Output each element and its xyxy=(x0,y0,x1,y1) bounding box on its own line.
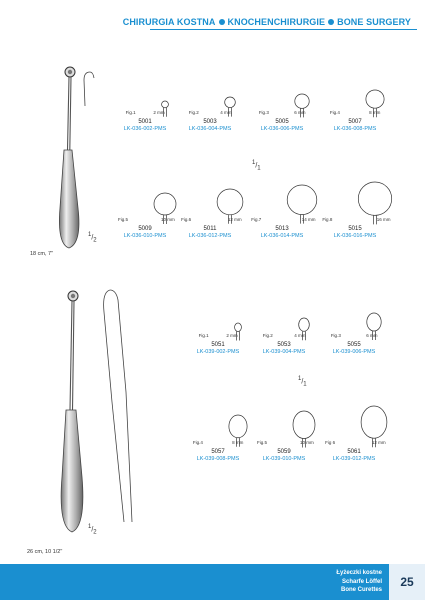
length-label-2: 26 cm, 10 1/2" xyxy=(27,549,63,555)
product-code: LK-036-002-PMS xyxy=(123,126,167,132)
header-polish: CHIRURGIA KOSTNA xyxy=(122,17,216,27)
catalog-number: 5055 xyxy=(347,342,361,348)
header-german: KNOCHENCHIRURGIE xyxy=(227,17,326,27)
footer-label-english: Bone Curettes xyxy=(340,587,382,593)
curette-instrument-image-long xyxy=(40,282,150,544)
length-label-1: 18 cm, 7" xyxy=(30,251,54,257)
fig-label: Fig.3 xyxy=(330,333,341,338)
header-english: BONE SURGERY xyxy=(337,17,411,27)
catalog-number: 5013 xyxy=(275,226,289,232)
footer-labels xyxy=(336,569,382,595)
catalog-number: 5007 xyxy=(348,119,362,125)
fig-label: Fig 6 xyxy=(325,440,336,445)
fig-label: Fig.7 xyxy=(251,217,262,222)
scale-side-2: $^1/_2$ xyxy=(88,524,97,536)
catalog-number: 5015 xyxy=(348,226,362,232)
size-label: 10 mm xyxy=(300,440,314,445)
product-code: LK-036-014-PMS xyxy=(260,233,304,239)
fig-label: Fig.8 xyxy=(322,217,333,222)
fig-label: Fig.5 xyxy=(257,440,268,445)
scale-center-2: $^1/_1$ xyxy=(298,376,307,388)
fig-label: Fig.4 xyxy=(192,440,203,445)
curette-tip-icon xyxy=(218,322,258,343)
product-code: LK-039-002-PMS xyxy=(196,349,240,355)
fig-label: Fig.5 xyxy=(118,217,129,222)
fig-label: Fig.1 xyxy=(198,333,209,338)
fig-label: Fig.4 xyxy=(329,110,340,115)
curette-tip-icon xyxy=(210,96,250,119)
size-label: 4 mm xyxy=(220,110,232,115)
fig-label: Fig.1 xyxy=(125,110,136,115)
product-code: LK-036-016-PMS xyxy=(333,233,377,239)
size-label: 2 mm xyxy=(153,110,165,115)
product-code: LK-039-010-PMS xyxy=(262,456,306,462)
fig-label: Fig.2 xyxy=(262,333,273,338)
curette-tip-icon xyxy=(282,93,322,119)
product-code: LK-036-010-PMS xyxy=(123,233,167,239)
product-code: LK-039-012-PMS xyxy=(332,456,376,462)
catalog-number: 5001 xyxy=(138,119,152,125)
fig-label: Fig.2 xyxy=(188,110,199,115)
size-label: 8 mm xyxy=(232,440,244,445)
bullet-icon xyxy=(219,19,225,25)
product-code: LK-036-004-PMS xyxy=(188,126,232,132)
product-code: LK-036-012-PMS xyxy=(188,233,232,239)
product-code: LK-036-008-PMS xyxy=(333,126,377,132)
catalog-number: 5053 xyxy=(277,342,291,348)
catalog-number: 5059 xyxy=(277,449,291,455)
curette-instrument-image xyxy=(40,58,110,258)
page-header xyxy=(123,17,411,27)
scale-center-1: $^1/_1$ xyxy=(252,160,261,172)
size-label: 10 mm xyxy=(161,217,175,222)
catalog-number: 5005 xyxy=(275,119,289,125)
footer-label-german: Scharfe Löffel xyxy=(341,578,382,585)
footer-bar xyxy=(0,564,425,600)
fig-label: Fig.3 xyxy=(258,110,269,115)
curette-tip-icon xyxy=(284,317,324,342)
size-label: 6 mm xyxy=(366,333,378,338)
size-label: 14 mm xyxy=(301,217,316,222)
bullet-icon xyxy=(328,19,334,25)
footer-label-polish: Łyżeczki kostne xyxy=(336,570,382,576)
size-label: 6 mm xyxy=(294,110,306,115)
size-label: 4 mm xyxy=(294,333,306,338)
catalog-number: 5011 xyxy=(203,226,217,232)
catalog-number: 5051 xyxy=(211,342,225,348)
size-label: 12 mm xyxy=(227,217,242,222)
curette-tip-icon xyxy=(145,100,185,119)
catalog-number: 5057 xyxy=(211,449,225,455)
catalog-number: 5061 xyxy=(347,449,361,455)
size-label: 8 mm xyxy=(369,110,381,115)
product-code: LK-039-004-PMS xyxy=(262,349,306,355)
size-label: 16 mm xyxy=(376,217,391,222)
scale-side-1: $^1/_2$ xyxy=(88,232,97,244)
fig-label: Fig.6 xyxy=(181,217,192,222)
header-rule xyxy=(150,29,417,30)
page-number: 25 xyxy=(389,564,425,600)
product-code: LK-039-006-PMS xyxy=(332,349,376,355)
size-label: 2 mm xyxy=(226,333,238,338)
product-code: LK-039-008-PMS xyxy=(196,456,240,462)
size-label: 12 mm xyxy=(371,440,386,445)
catalog-number: 5009 xyxy=(138,226,152,232)
catalog-number: 5003 xyxy=(203,119,217,125)
product-code: LK-036-006-PMS xyxy=(260,126,304,132)
